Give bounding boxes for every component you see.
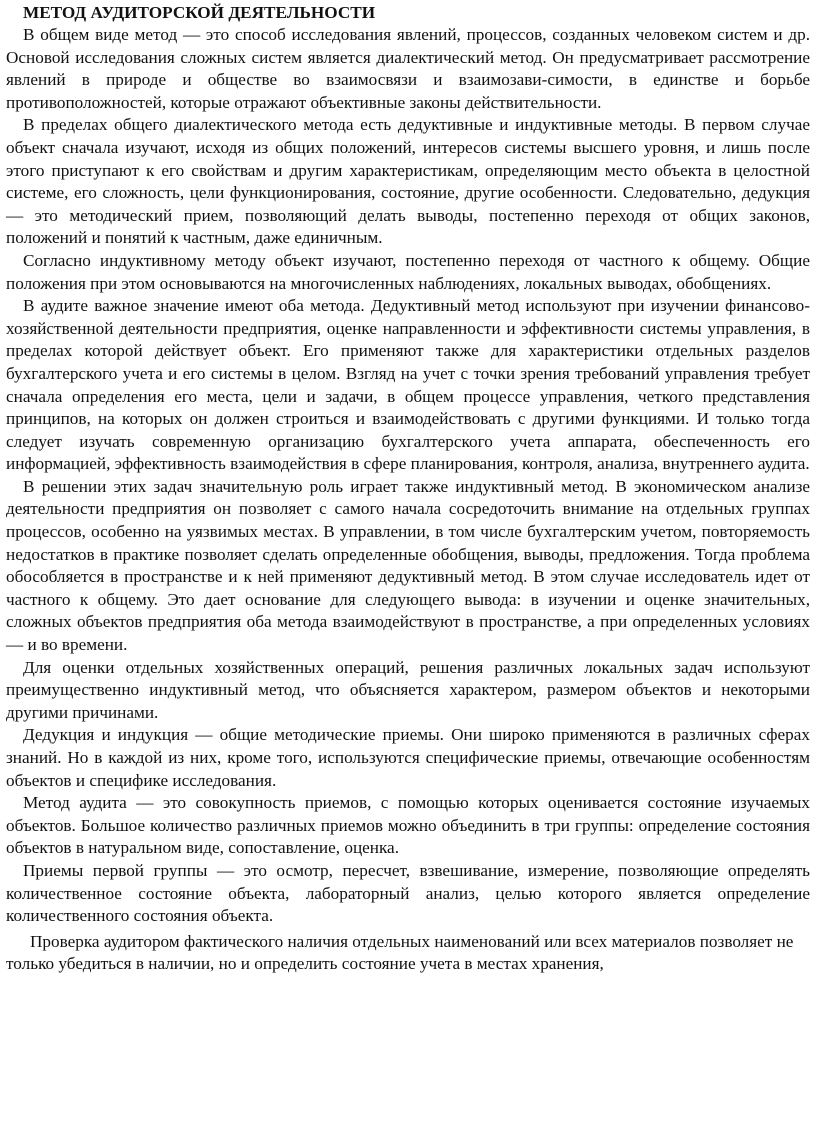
paragraph-first-group: Приемы первой группы — это осмотр, пересчет, взвешивание, измерение, позволяющие определять количественное состояние объекта, лабораторный анализ, целью которого является определение количественного состояния объекта.	[6, 860, 810, 926]
paragraph-inductive-method: Согласно индуктивному методу объект изучают, постепенно переходя от частного к общему. Общие положения при этом основываются на многочисленных наблюдениях, локальных выводах, обобщениях.	[6, 250, 810, 293]
paragraph-inventory-check: Проверка аудитором фактического наличия отдельных наименований или всех материалов позволяет не только убедиться в наличии, но и определить состояние учета в местах хранения,	[6, 931, 794, 973]
paragraph-general-techniques: Дедукция и индукция — общие методические приемы. Они широко применяются в различных сферах знаний. Но в каждой из них, кроме того, используются специфические приемы, отвечающие особенностям объектов и специфике исследования.	[6, 725, 810, 790]
paragraph-audit-method-definition: Метод аудита — это совокупность приемов, с помощью которых оценивается состояние изучаемых объектов. Большое количество различных приемов можно объединить в три группы: определение состояния объектов в натуральном виде, сопоставление, оценка.	[6, 793, 810, 858]
paragraph-method-definition: В общем виде метод — это способ исследования явлений, процессов, созданных человеком систем и др. Основой исследования сложных систем является диалектический метод. Он предусматривает рассмотрение явлений в природе и обществе во взаимосвязи и взаимозави-симости, в единстве и борьбе противоположностей, которые отражают объективные законы действительности.	[6, 25, 810, 112]
paragraph-deductive-inductive: В пределах общего диалектического метода есть дедуктивные и индуктивные методы. В первом случае объект сначала изучают, исходя из общих положений, интересов системы высшего уровня, и лишь после этого приступают к его свойствам и другим характеристикам, определяющим место объекта в целостной системе, его сложность, цели функционирования, состояние, другие особенности. Следовательно, дедукция — это методический прием, позволяющий делать выводы, постепенно переходя от общих законов, положений и понятий к частным, даже единичным.	[6, 115, 810, 248]
paragraph-inductive-role: В решении этих задач значительную роль играет также индуктивный метод. В экономическом анализе деятельности предприятия он позволяет с самого начала сосредоточить внимание на отдельных группах процессов, особенно на уязвимых местах. В управлении, в том числе бухгалтерским учетом, повторяемость недостатков в практике позволяет сделать определенные обобщения, выводы, предложения. Тогда проблема обособляется в пространстве и к ней применяют дедуктивный метод. В этом случае исследователь идет от частного к общему. Это дает основание для следующего вывода: в изучении и оценке значительных, сложных объектов предприятия оба метода взаимодействуют в пространстве, а при определенных условиях — и во времени.	[6, 476, 810, 655]
document-title: МЕТОД АУДИТОРСКОЙ ДЕЯТЕЛЬНОСТИ	[23, 3, 376, 22]
paragraph-audit-methods: В аудите важное значение имеют оба метода. Дедуктивный метод используют при изучении финансово-хозяйственной деятельности предприятия, оценке направленности и эффективности системы управления, в пределах которой действует объект. Его применяют также для характеристики отдельных разделов бухгалтерского учета и его системы в целом. Взгляд на учет с точки зрения требований управления требует сначала определения его места, цели и задачи, в общем процессе управления, четкого представления принципов, на которых он должен строиться и взаимодействовать с другими функциями. И только тогда следует изучать современную организацию бухгалтерского учета аппарата, обеспеченность его информацией, эффективность взаимодействия в сфере планирования, контроля, анализа, внутреннего аудита.	[6, 296, 810, 474]
paragraph-operations-assessment: Для оценки отдельных хозяйственных операций, решения различных локальных задач используют преимущественно индуктивный метод, что объясняется характером, размером объектов и некоторыми другими причинами.	[6, 657, 810, 722]
